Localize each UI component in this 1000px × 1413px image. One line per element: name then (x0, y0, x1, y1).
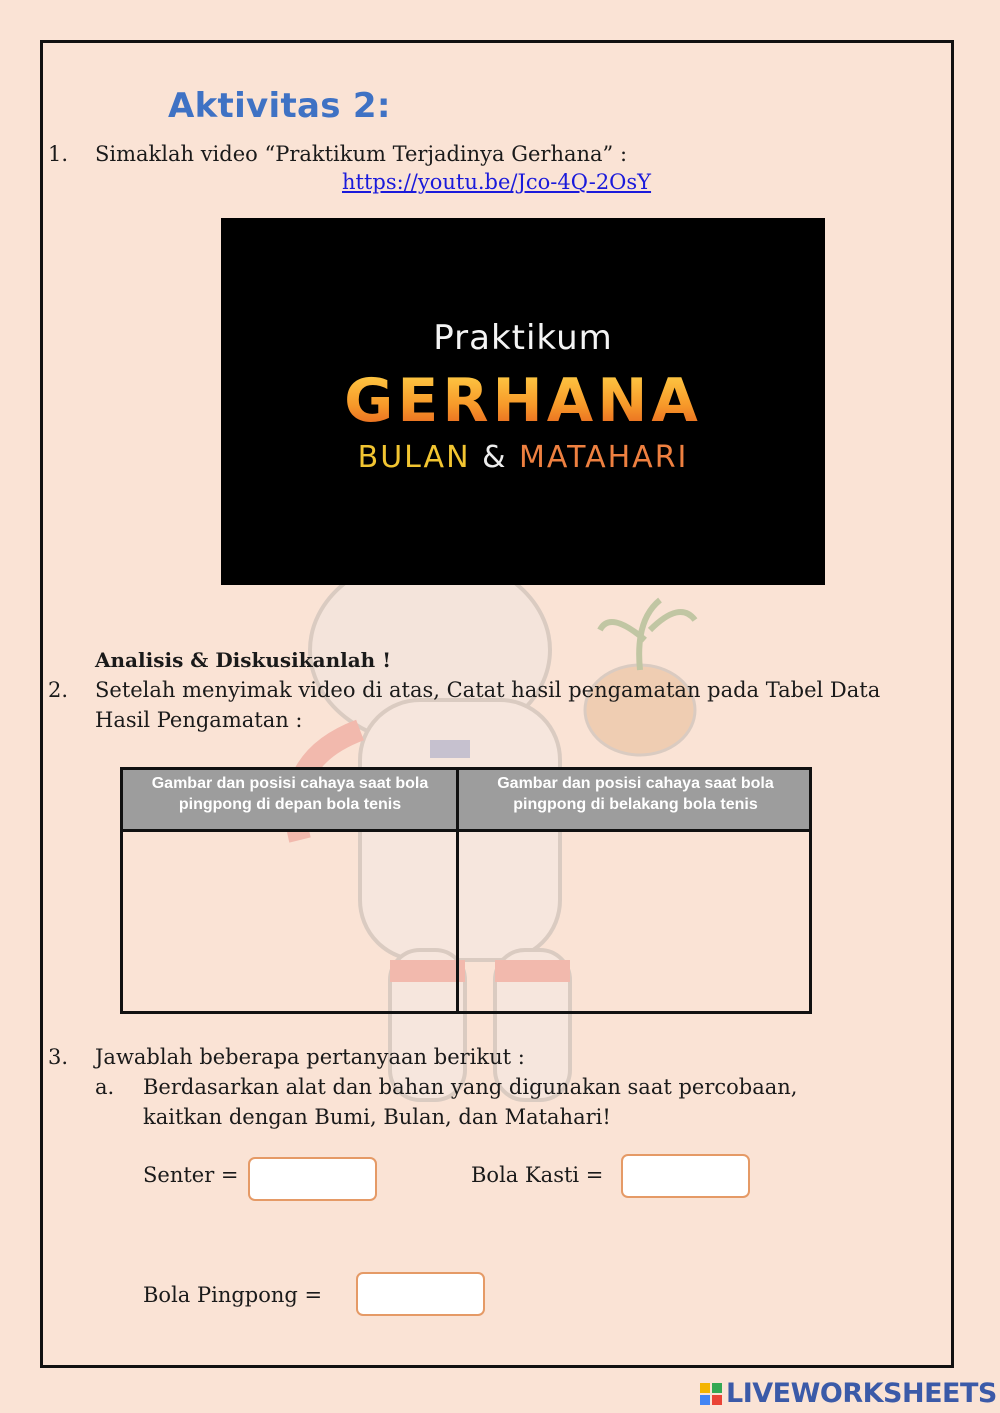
video-thumbnail[interactable] (221, 218, 825, 585)
observation-table (120, 767, 812, 1014)
bola-pingpong-label: Bola Pingpong = (143, 1283, 323, 1307)
video-title-line1: Praktikum (433, 318, 613, 358)
analysis-heading: Analisis & Diskusikanlah ! (95, 648, 391, 672)
video-title-line2: GERHANA (221, 366, 825, 436)
item-2-line1: Setelah menyimak video di atas, Catat hasil pengamatan pada Tabel Data (95, 678, 881, 702)
liveworksheets-logo-icon (700, 1383, 722, 1405)
item-3a-line1: Berdasarkan alat dan bahan yang digunakan saat percobaan, (143, 1075, 798, 1099)
senter-input[interactable] (248, 1157, 377, 1201)
video-word-amp: & (482, 440, 508, 475)
bola-kasti-label: Bola Kasti = (471, 1163, 604, 1187)
item-2-number: 2. (48, 678, 69, 702)
video-word-bulan: BULAN (357, 440, 471, 475)
table-cell-behind[interactable] (459, 832, 809, 1011)
item-3-text: Jawablah beberapa pertanyaan berikut : (95, 1045, 525, 1069)
item-3-number: 3. (48, 1045, 69, 1069)
item-1-text: Simaklah video “Praktikum Terjadinya Gerhana” : (95, 142, 628, 166)
table-cell-front[interactable] (123, 832, 456, 1011)
video-word-matahari: MATAHARI (519, 440, 689, 475)
activity-heading: Aktivitas 2: (168, 86, 391, 126)
item-1-number: 1. (48, 142, 69, 166)
table-header-behind: Gambar dan posisi cahaya saat bola pingpong di belakang bola tenis (497, 775, 774, 813)
bola-pingpong-input[interactable] (356, 1272, 485, 1316)
item-3a-letter: a. (95, 1075, 115, 1099)
liveworksheets-brand: LIVEWORKSHEETS (726, 1378, 997, 1409)
table-header-front: Gambar dan posisi cahaya saat bola pingpong di depan bola tenis (151, 775, 429, 813)
video-link[interactable]: https://youtu.be/Jco-4Q-2OsY (342, 170, 652, 194)
bola-kasti-input[interactable] (621, 1154, 750, 1198)
senter-label: Senter = (143, 1163, 239, 1187)
item-2-line2: Hasil Pengamatan : (95, 708, 303, 732)
video-title-line3 (221, 440, 825, 475)
item-3a-line2: kaitkan dengan Bumi, Bulan, dan Matahari! (143, 1105, 611, 1129)
